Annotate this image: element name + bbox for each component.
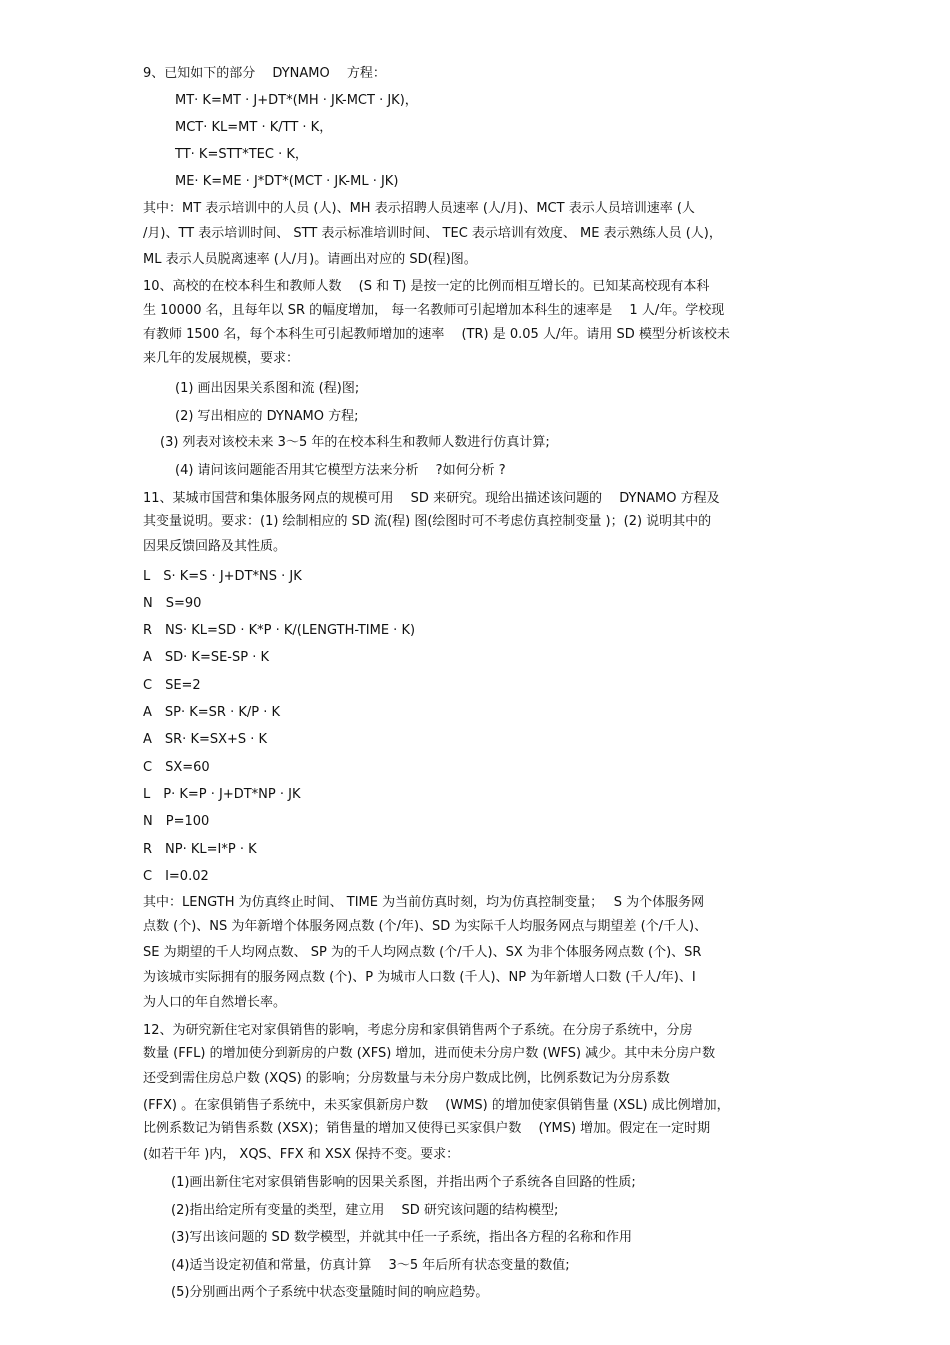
text-line: R NP· KL=I*P · K (143, 842, 257, 857)
text-line: TT· K=STT*TEC · K， (175, 147, 308, 162)
text-line: 10、高校的在校本科生和教师人数 (S 和 T) 是按一定的比例而相互增长的。已知某高校现有本科 (143, 279, 710, 294)
text-line: ML 表示人员脱离速率 (人/月)。请画出对应的 SD(程)图。 (143, 252, 477, 267)
text-line: (3)写出该问题的 SD 数学模型，并就其中任一子系统，指出各方程的名称和作用 (171, 1230, 632, 1245)
text-line: (4) 请问该问题能否用其它模型方法来分析 ?如何分析 ? (175, 463, 506, 478)
text-line: 生 10000 名，且每年以 SR 的幅度增加， 每一名教师可引起增加本科生的速率是 1 人/年。学校现 (143, 303, 725, 318)
text-line: N P=100 (143, 814, 210, 829)
text-line: 12、为研究新住宅对家俱销售的影响，考虑分房和家俱销售两个子系统。在分房子系统中，分房 (143, 1023, 693, 1038)
text-line: 其变量说明。要求：(1) 绘制相应的 SD 流(程) 图(绘图时可不考虑仿真控制变量 )；(2) 说明其中的 (143, 514, 712, 529)
text-line: A SR· K=SX+S · K (143, 732, 268, 747)
text-line: 其中：LENGTH 为仿真终止时间、 TIME 为当前仿真时刻，均为仿真控制变量； S 为个体服务网 (143, 895, 705, 910)
text-line: (FFX) 。在家俱销售子系统中，未买家俱新房户数 (WMS) 的增加使家俱销售量 (XSL) 成比例增加， (143, 1098, 730, 1113)
text-line: (4)适当设定初值和常量，仿真计算 3～5 年后所有状态变量的数值; (171, 1258, 570, 1273)
text-line: L S· K=S · J+DT*NS · JK (143, 569, 302, 584)
text-line: 11、某城市国营和集体服务网点的规模可用 SD 来研究。现给出描述该问题的 DYNAMO 方程及 (143, 491, 720, 506)
text-line: MT· K=MT · J+DT*(MH · JK-MCT · JK)， (175, 93, 418, 108)
text-line: (2) 写出相应的 DYNAMO 方程; (175, 409, 359, 424)
text-line: C I=0.02 (143, 869, 209, 884)
text-line: (3) 列表对该校未来 3～5 年的在校本科生和教师人数进行仿真计算; (160, 435, 550, 450)
text-line: A SP· K=SR · K/P · K (143, 705, 281, 720)
text-line: SE 为期望的千人均网点数、 SP 为的千人均网点数 (个/千人)、SX 为非个体服务网点数 (个)、SR (143, 945, 702, 960)
text-line: 比例系数记为销售系数 (XSX)；销售量的增加又使得已买家俱户数 (YMS) 增加。假定在一定时期 (143, 1121, 711, 1136)
text-line: 9、已知如下的部分 DYNAMO 方程： (143, 66, 386, 81)
text-line: (1) 画出因果关系图和流 (程)图; (175, 381, 360, 396)
text-line: 来几年的发展规模，要求： (143, 351, 300, 366)
text-line: (如若干年 )内， XQS、FFX 和 XSX 保持不变。要求： (143, 1147, 460, 1162)
text-line: 还受到需住房总户数 (XQS) 的影响；分房数量与未分房户数成比例，比例系数记为分房系数 (143, 1071, 670, 1086)
text-line: 为该城市实际拥有的服务网点数 (个)、P 为城市人口数 (千人)、NP 为年新增人口数 (千人/年)、I (143, 970, 696, 985)
text-line: C SX=60 (143, 760, 210, 775)
text-line: C SE=2 (143, 678, 201, 693)
text-line: (2)指出给定所有变量的类型，建立用 SD 研究该问题的结构模型; (171, 1203, 559, 1218)
text-line: 为人口的年自然增长率。 (143, 995, 287, 1010)
text-line: 因果反馈回路及其性质。 (143, 539, 287, 554)
text-line: 有教师 1500 名，每个本科生可引起教师增加的速率 (TR) 是 0.05 人/年。请用 SD 模型分析该校未 (143, 327, 730, 342)
text-line: 点数 (个)、NS 为年新增个体服务网点数 (个/年)、SD 为实际千人均服务网点与期望差 (个/千人)、 (143, 919, 708, 934)
text-line: /月)、TT 表示培训时间、 STT 表示标准培训时间、 TEC 表示培训有效度、 ME 表示熟练人员 (人)， (143, 226, 722, 241)
text-line: (1)画出新住宅对家俱销售影响的因果关系图，并指出两个子系统各自回路的性质; (171, 1175, 636, 1190)
text-line: 其中：MT 表示培训中的人员 (人)、MH 表示招聘人员速率 (人/月)、MCT 表示人员培训速率 (人 (143, 201, 695, 216)
text-line: N S=90 (143, 596, 202, 611)
text-line: L P· K=P · J+DT*NP · JK (143, 787, 301, 802)
text-line: ME· K=ME · J*DT*(MCT · JK-ML · JK) (175, 174, 399, 189)
text-line: A SD· K=SE-SP · K (143, 650, 270, 665)
text-line: R NS· KL=SD · K*P · K/(LENGTH-TIME · K) (143, 623, 416, 638)
text-line: (5)分别画出两个子系统中状态变量随时间的响应趋势。 (171, 1285, 489, 1300)
text-line: MCT· KL=MT · K/TT · K， (175, 120, 333, 135)
text-line: 数量 (FFL) 的增加使分到新房的户数 (XFS) 增加，进而使未分房户数 (WFS) 减少。其中未分房户数 (143, 1046, 716, 1061)
